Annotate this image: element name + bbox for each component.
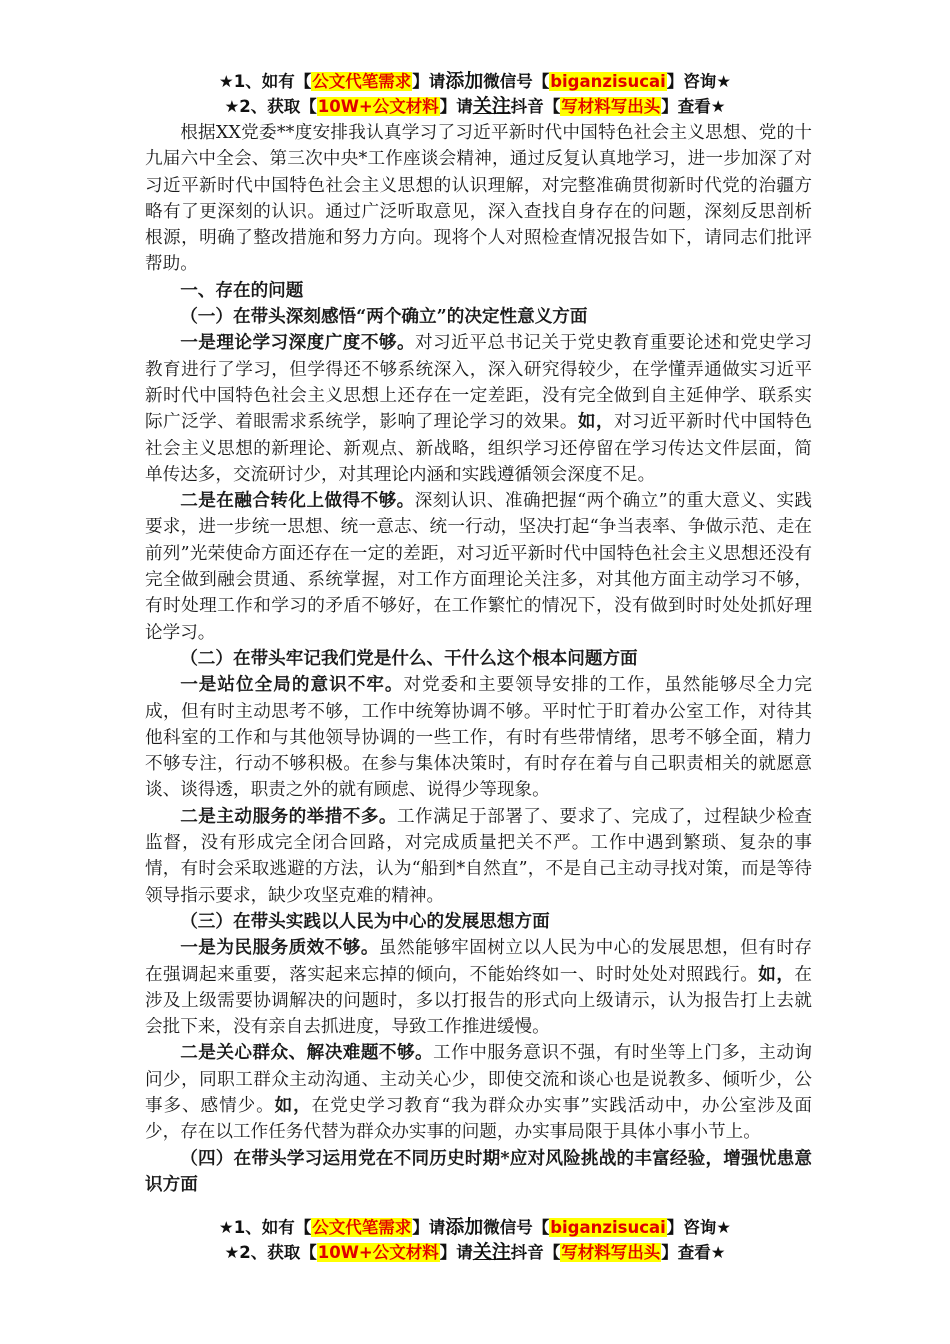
highlight-wechat-id: biganzisucai [550, 1218, 666, 1237]
section-heading: 一、存在的问题 [180, 279, 304, 301]
subsection-heading: （二）在带头牢记我们党是什么、干什么这个根本问题方面 [180, 647, 638, 669]
paragraph: 二是在融合转化上做得不够。深刻认识、准确把握“两个确立”的重大意义、实践要求，进一步统一思想、统一意志、统一行动，坚决打起“争当表率、争做示范、走在前列”光荣使命方面还存在一定的差距，对习近平新时代中国特色社会主义思想还没有完全做到融会贯通、系统掌握，对工作方面理论关注多，对其他方面主动学习不够，有时处理工作和学习的矛盾不够好，在工作繁忙的情况下，没有做到时时处处抓好理论学习。 [145, 490, 812, 643]
banner-line-2: ★2、获取【10W+公文材料】请关注抖音【写材料写出头】查看★ [224, 1241, 726, 1263]
highlight-douyin: 写材料写出头 [561, 1243, 661, 1262]
document-body [145, 120, 812, 1198]
paragraph: 一是站位全局的意识不牢。对党委和主要领导安排的工作，虽然能够尽全力完成，但有时主动思考不够，工作中统筹协调不够。平时忙于盯着办公室工作，对待其他科室的工作和与其他领导协调的一些工作，有时有些带情绪，思考不够全面，精力不够专注，行动不够积极。在参与集体决策时，有时存在着与自己职责相关的就愿意谈、谈得透，职责之外的就有顾虑、说得少等现象。 [145, 674, 812, 801]
paragraph: 二是关心群众、解决难题不够。工作中服务意识不强，有时坐等上门多，主动询问少，同职工群众主动沟通、主动关心少，即使交流和谈心也是说教多、倾听少，公事多、感情少。如，在党史学习教育“我为群众办实事”实践活动中，办公室涉及面少，存在以工作任务代替为群众办实事的问题，办实事局限于具体小事小节上。 [145, 1042, 812, 1143]
highlight-douyin: 写材料写出头 [561, 97, 661, 116]
highlight-service: 公文代笔需求 [312, 1218, 412, 1237]
highlight-service: 公文代笔需求 [312, 72, 412, 91]
paragraph: 一是为民服务质效不够。虽然能够牢固树立以人民为中心的发展思想，但有时存在强调起来重要，落实起来忘掉的倾向，不能始终如一、时时处处对照践行。如，在涉及上级需要协调解决的问题时，多以打报告的形式向上级请示，认为报告打上去就会批下来，没有亲自去抓进度，导致工作推进缓慢。 [145, 937, 812, 1038]
bottom-banner [0, 1215, 950, 1265]
highlight-materials: 10W+公文材料 [317, 97, 439, 116]
top-banner [0, 69, 950, 119]
highlight-wechat-id: biganzisucai [550, 72, 666, 91]
intro-paragraph: 根据XX党委**度安排我认真学习了习近平新时代中国特色社会主义思想、党的十九届六中全会、第三次中央*工作座谈会精神，通过反复认真地学习，进一步加深了对习近平新时代中国特色社会主义思想的认识理解，对完整准确贯彻新时代党的治疆方略有了更深刻的认识。通过广泛听取意见，深入查找自身存在的问题，深刻反思剖析根源，明确了整改措施和努力方向。现将个人对照检查情况报告如下，请同志们批评帮助。 [145, 123, 812, 275]
paragraph: 二是主动服务的举措不多。工作满足于部署了、要求了、完成了，过程缺少检查监督，没有形成完全闭合回路，对完成质量把关不严。工作中遇到繁琐、复杂的事情，有时会采取逃避的方法，认为“船到*自然直”，不是自己主动寻找对策，而是等待领导指示要求，缺少攻坚克难的精神。 [145, 805, 812, 906]
highlight-materials: 10W+公文材料 [317, 1243, 439, 1262]
paragraph: 一是理论学习深度广度不够。对习近平总书记关于党史教育重要论述和党史学习教育进行了学习，但学得还不够系统深入，深入研究得较少，在学懂弄通做实习近平新时代中国特色社会主义思想上还存在一定差距，没有完全做到自主延伸学、联系实际广泛学、着眼需求系统学，影响了理论学习的效果。如，对习近平新时代中国特色社会主义思想的新理论、新观点、新战略，组织学习还停留在学习传达文件层面，简单传达多，交流研讨少，对其理论内涵和实践遵循领会深度不足。 [145, 332, 812, 485]
subsection-heading: （四）在带头学习运用党在不同历史时期*应对风险挑战的丰富经验，增强忧患意识方面 [145, 1147, 812, 1195]
banner-line-2: ★2、获取【10W+公文材料】请关注抖音【写材料写出头】查看★ [224, 95, 726, 117]
subsection-heading: （三）在带头实践以人民为中心的发展思想方面 [180, 910, 550, 932]
banner-line-1: ★1、如有【公文代笔需求】请添加微信号【biganzisucai】咨询★ [218, 1216, 732, 1238]
subsection-heading: （一）在带头深刻感悟“两个确立”的决定性意义方面 [180, 306, 588, 328]
banner-line-1: ★1、如有【公文代笔需求】请添加微信号【biganzisucai】咨询★ [218, 70, 732, 92]
